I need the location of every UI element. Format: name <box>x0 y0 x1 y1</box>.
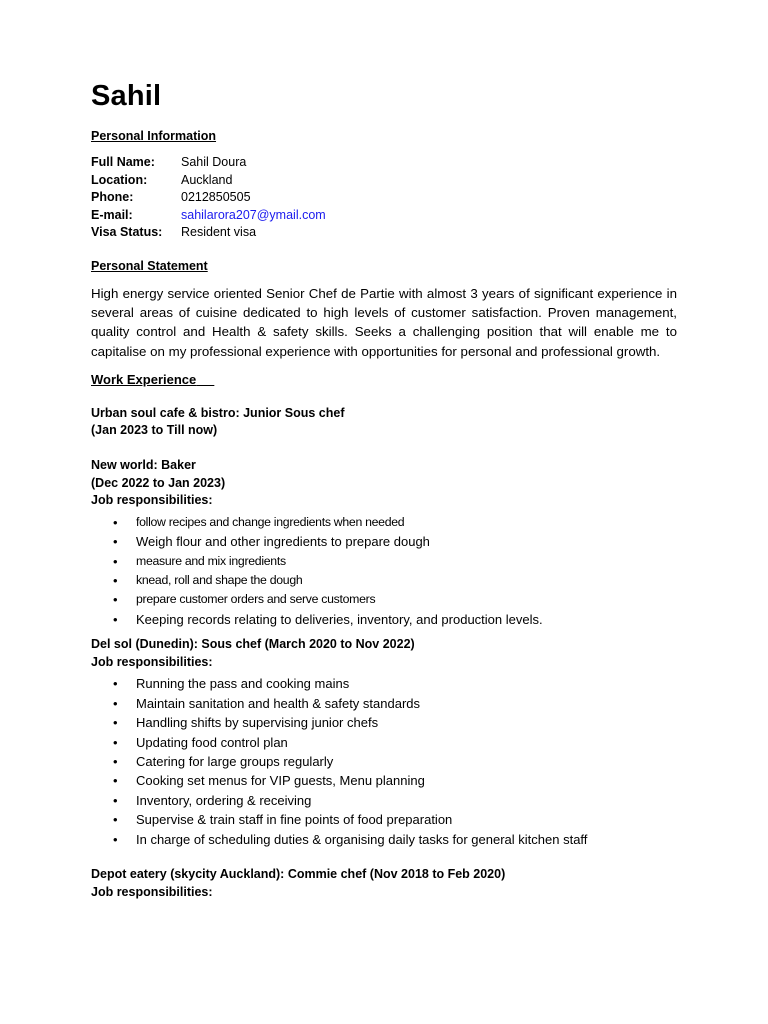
info-row-phone <box>91 189 677 207</box>
personal-info-heading: Personal Information <box>91 129 217 143</box>
list-item <box>91 571 677 590</box>
job-urban-soul <box>91 405 677 440</box>
list-item <box>91 752 677 771</box>
info-value: Resident visa <box>181 225 257 240</box>
info-row-email <box>91 207 677 225</box>
email-link[interactable]: sahilarora207@ymail.com <box>181 207 326 222</box>
bullet-icon: • <box>113 754 118 769</box>
info-value: Auckland <box>181 172 233 187</box>
job-new-world <box>91 457 677 629</box>
list-item <box>91 610 677 629</box>
info-value: Sahil Doura <box>181 155 247 169</box>
info-row-visa-status <box>91 224 677 242</box>
job-depot-eatery <box>91 866 677 901</box>
list-item-text: Catering for large groups regularly <box>136 754 334 769</box>
bullet-icon: • <box>113 734 118 750</box>
list-item-text: measure and mix ingredients <box>136 553 286 568</box>
job-title: Urban soul cafe & bistro: Junior Sous chef <box>91 405 345 420</box>
list-item-text: Cooking set menus for VIP guests, Menu planning <box>136 773 425 789</box>
bullet-icon: • <box>113 792 118 808</box>
list-item <box>91 791 677 810</box>
list-item-text: Supervise & train staff in fine points of food preparation <box>136 812 453 828</box>
work-experience-heading <box>91 371 677 388</box>
list-item <box>91 674 677 693</box>
bullet-icon: • <box>113 534 118 550</box>
list-item <box>91 590 677 609</box>
job-responsibilities-label: Job responsibilities: <box>91 493 213 508</box>
job-title: Depot eatery (skycity Auckland): Commie chef (Nov 2018 to Feb 2020) <box>91 867 506 882</box>
responsibility-list <box>91 513 677 629</box>
list-item-text: Updating food control plan <box>136 734 288 750</box>
info-label: Phone: <box>91 190 134 205</box>
bullet-icon: • <box>113 695 118 711</box>
job-title: New world: Baker <box>91 457 196 472</box>
list-item <box>91 532 677 551</box>
list-item <box>91 713 677 732</box>
list-item-text: follow recipes and change ingredients when needed <box>136 514 405 529</box>
list-item <box>91 513 677 532</box>
candidate-name: Sahil <box>91 80 162 112</box>
bullet-icon: • <box>113 514 118 530</box>
info-row-full-name <box>91 154 677 172</box>
info-label: E-mail: <box>91 207 133 222</box>
responsibility-list <box>91 674 677 849</box>
personal-statement-heading: Personal Statement <box>91 258 208 273</box>
job-responsibilities-label: Job responsibilities: <box>91 884 213 899</box>
list-item-text: In charge of scheduling duties & organising daily tasks for general kitchen staff <box>136 831 588 847</box>
list-item <box>91 552 677 571</box>
personal-info-table <box>91 154 677 242</box>
info-label: Full Name: <box>91 155 155 169</box>
resume-page <box>91 78 677 918</box>
list-item-text: knead, roll and shape the dough <box>136 572 303 587</box>
list-item-text: Weigh flour and other ingredients to prepare dough <box>136 534 430 550</box>
bullet-icon: • <box>113 611 118 627</box>
list-item-text: Keeping records relating to deliveries, inventory, and production levels. <box>136 611 543 627</box>
list-item-text: prepare customer orders and serve customers <box>136 592 376 607</box>
bullet-icon: • <box>113 572 118 588</box>
work-experience-heading-text: Work Experience <box>91 371 197 387</box>
bullet-icon: • <box>113 676 118 692</box>
list-item <box>91 830 677 849</box>
job-del-sol <box>91 636 677 849</box>
bullet-icon: • <box>113 773 118 789</box>
bullet-icon: • <box>113 715 118 731</box>
info-label: Visa Status: <box>91 225 163 240</box>
info-label: Location: <box>91 172 148 187</box>
job-period: (Dec 2022 to Jan 2023) <box>91 475 226 490</box>
bullet-icon: • <box>113 812 118 828</box>
list-item <box>91 733 677 752</box>
info-row-location <box>91 172 677 190</box>
bullet-icon: • <box>113 831 118 847</box>
list-item-text: Maintain sanitation and health & safety standards <box>136 695 421 711</box>
bullet-icon: • <box>113 592 118 608</box>
info-value: 0212850505 <box>181 190 251 205</box>
list-item <box>91 771 677 790</box>
list-item-text: Inventory, ordering & receiving <box>136 792 312 808</box>
personal-statement-text: High energy service oriented Senior Chef de Partie with almost 3 years of significant experience in several areas of cuisine dedicated to high levels of customer satisfaction. Proven management, quality control and Health & safety skills. Seeks a challenging position that will enable me to capitalise on my professional experience with opportunities for personal and professional growth. <box>91 285 677 359</box>
list-item <box>91 694 677 713</box>
list-item-text: Handling shifts by supervising junior chefs <box>136 715 379 731</box>
list-item-text: Running the pass and cooking mains <box>136 676 350 692</box>
job-responsibilities-label: Job responsibilities: <box>91 654 213 669</box>
job-period: (Jan 2023 to Till now) <box>91 423 218 438</box>
list-item <box>91 810 677 829</box>
bullet-icon: • <box>113 553 118 569</box>
job-title: Del sol (Dunedin): Sous chef (March 2020 to Nov 2022) <box>91 637 415 652</box>
